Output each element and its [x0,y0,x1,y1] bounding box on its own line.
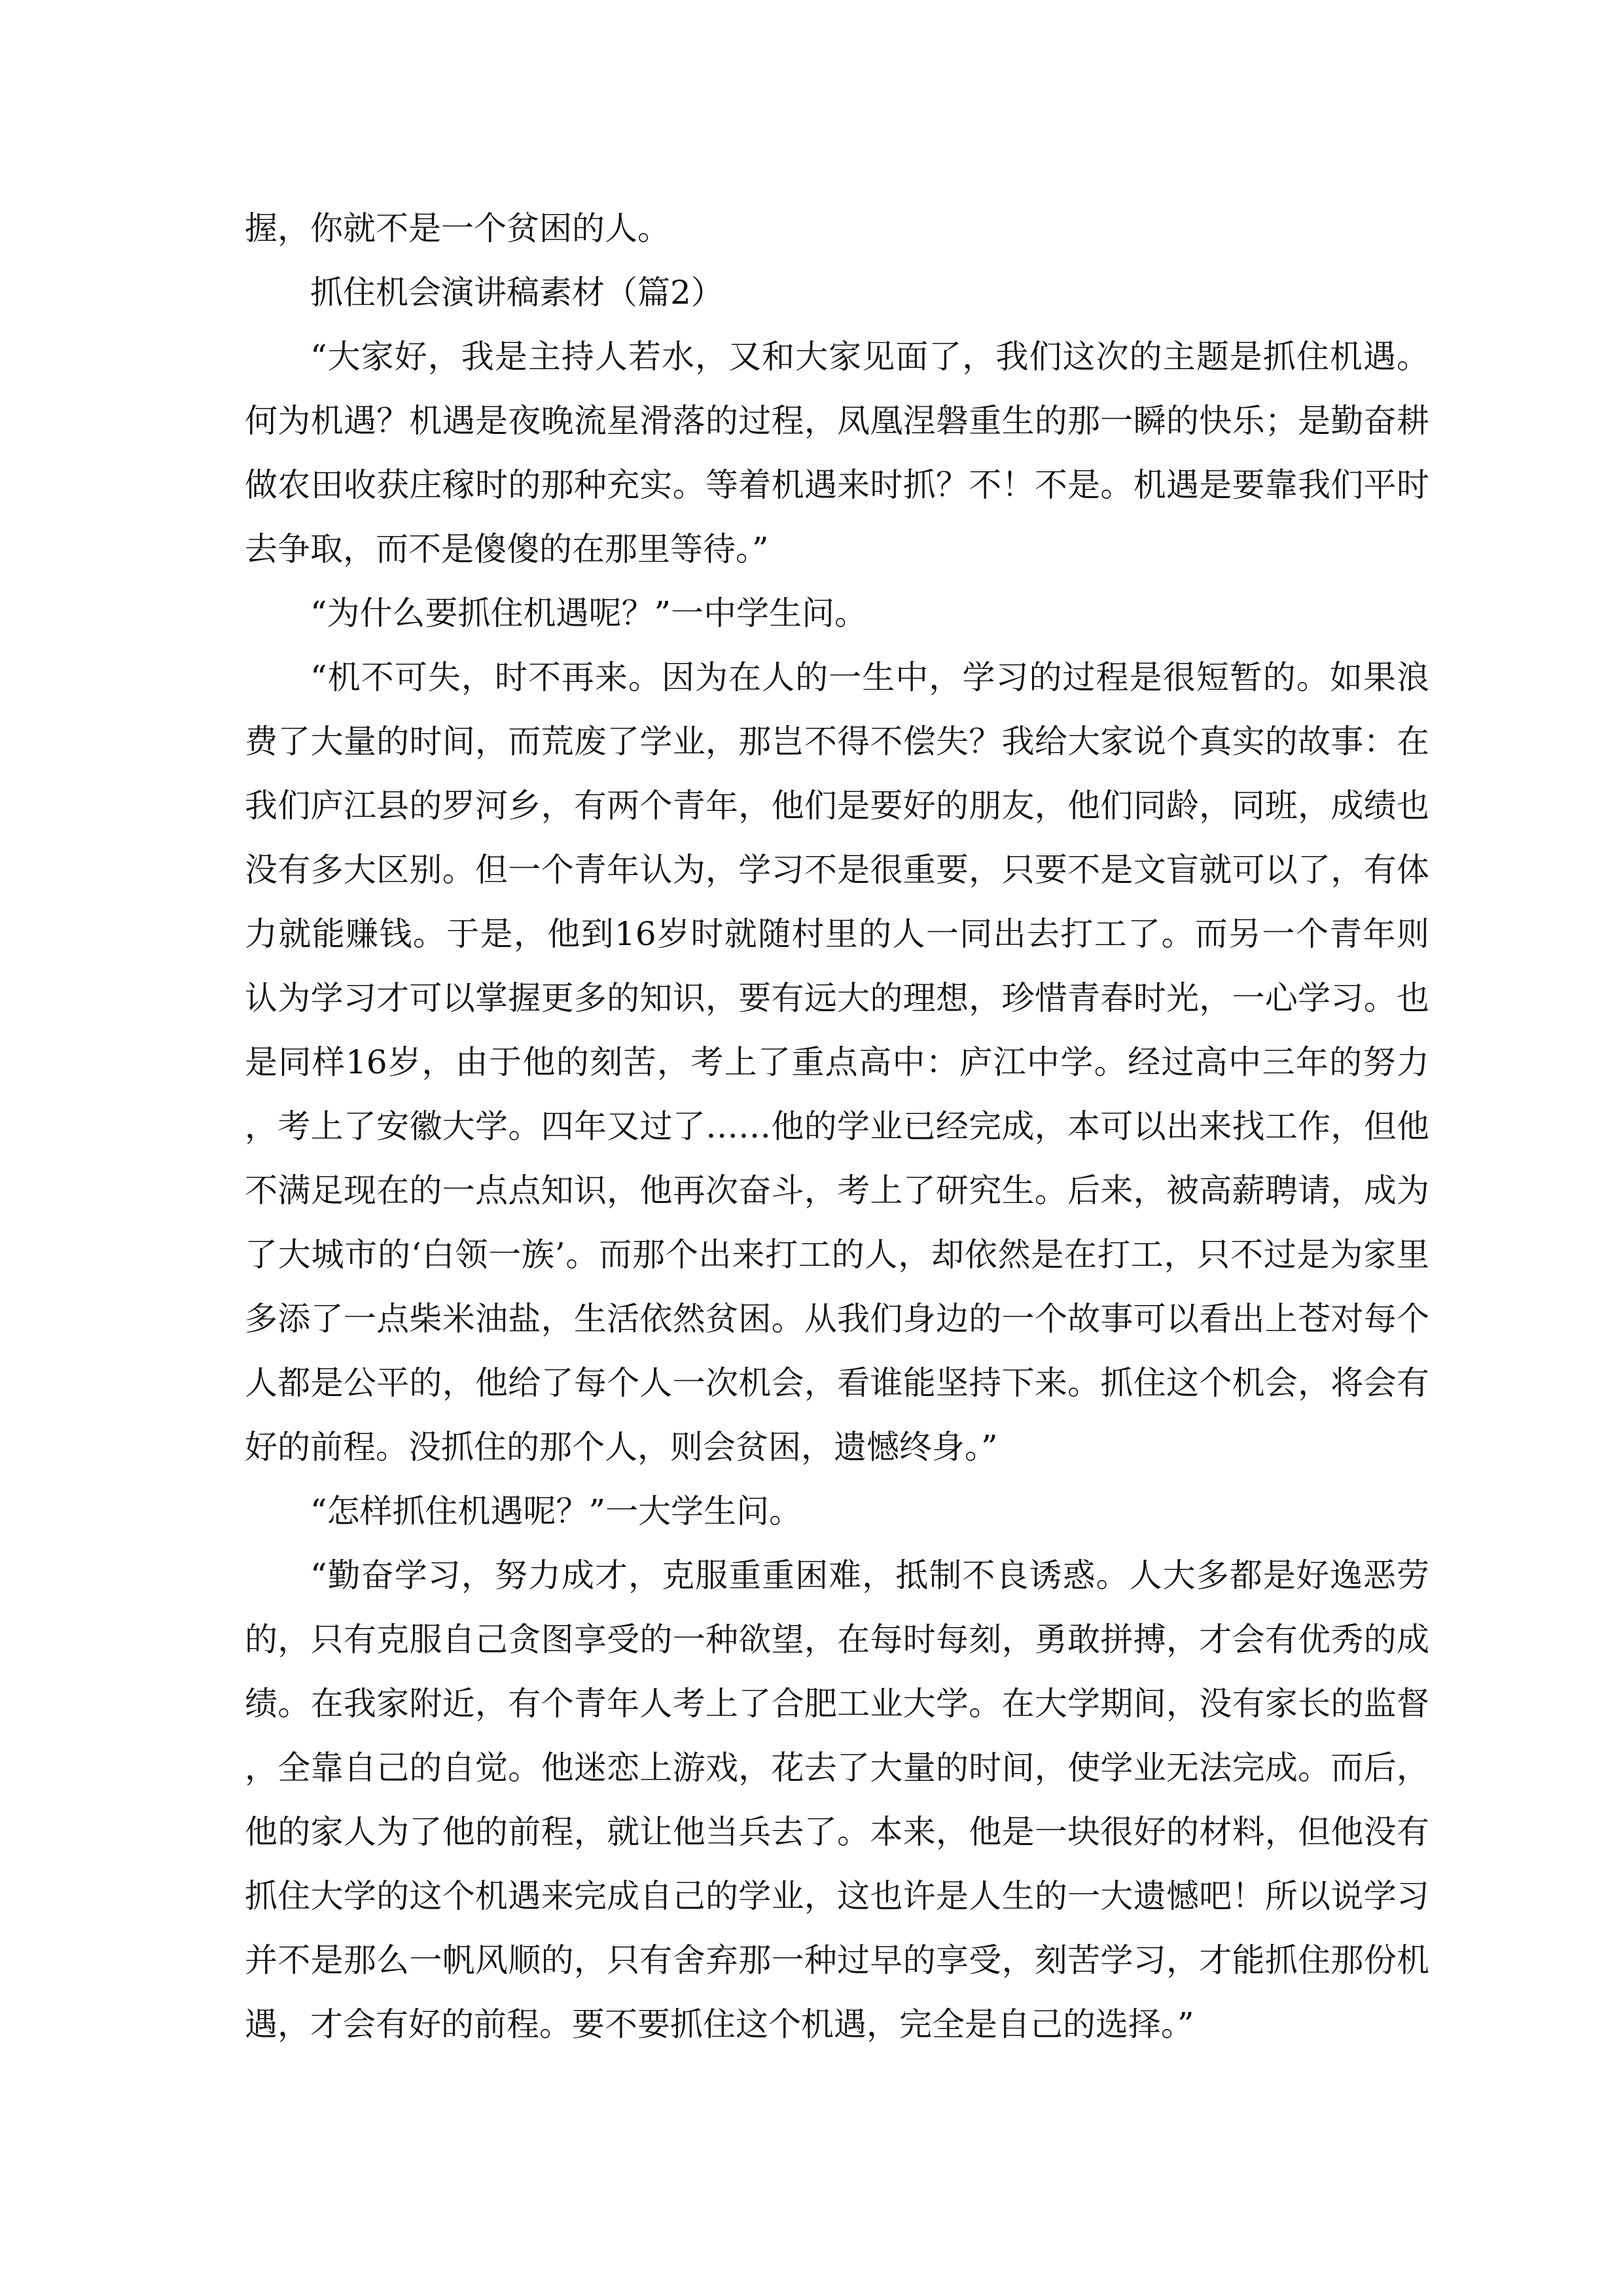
paragraph-answer-how: “勤奋学习，努力成才，克服重重困难，抵制不良诱惑。人大多都是好逸恶劳的，只有克服自己贪图享受的一种欲望，在每时每刻，勇敢拼搏，才会有优秀的成绩。在我家附近，有个青年人考上了合肥工业大学。在大学期间，没有家长的监督，全靠自己的自觉。他迷恋上游戏，花去了大量的时间，使学业无法完成。而后，他的家人为了他的前程，就让他当兵去了。本来，他是一块很好的材料，但他没有抓住大学的这个机遇来完成自己的学业，这也许是人生的一大遗憾吧！所以说学习并不是那么一帆风顺的，只有舍弃那一种过早的享受，刻苦学习，才能抓住那份机遇，才会有好的前程。要不要抓住这个机遇，完全是自己的选择。” [245,1556,1429,2043]
paragraph-question-how: “怎样抓住机遇呢？”一大学生问。 [310,1492,802,1530]
lead-line: 握，你就不是一个贫困的人。 [245,209,670,247]
paragraph-question-why: “为什么要抓住机遇呢？”一中学生问。 [310,594,868,632]
section-heading: 抓住机会演讲稿素材（篇2） [310,274,724,312]
paragraph-answer-why: “机不可失，时不再来。因为在人的一生中，学习的过程是很短暂的。如果浪费了大量的时间，而荒废了学业，那岂不得不偿失？我给大家说个真实的故事：在我们庐江县的罗河乡，有两个青年，他们是要好的朋友，他们同龄，同班，成绩也没有多大区别。但一个青年认为，学习不是很重要，只要不是文盲就可以了，有体力就能赚钱。于是，他到16岁时就随村里的人一同出去打工了。而另一个青年则认为学习才可以掌握更多的知识，要有远大的理想，珍惜青春时光，一心学习。也是同样16岁，由于他的刻苦，考上了重点高中：庐江中学。经过高中三年的努力，考上了安徽大学。四年又过了……他的学业已经完成，本可以出来找工作，但他不满足现在的一点点知识，他再次奋斗，考上了研究生。后来，被高薪聘请，成为了大城市的‘白领一族’。而那个出来打工的人，却依然是在打工，只不过是为家里多添了一点柴米油盐，生活依然贫困。从我们身边的一个故事可以看出上苍对每个人都是公平的，他给了每个人一次机会，看谁能坚持下来。抓住这个机会，将会有好的前程。没抓住的那个人，则会贫困，遗憾终身。” [245,658,1429,1466]
document-body [245,196,1429,2056]
paragraph-host-intro: “大家好，我是主持人若水，又和大家见面了，我们这次的主题是抓住机遇。何为机遇？机遇是夜晚流星滑落的过程，凤凰涅磐重生的那一瞬的快乐；是勤奋耕做农田收获庄稼时的那种充实。等着机遇来时抓？不！不是。机遇是要靠我们平时去争取，而不是傻傻的在那里等待。” [245,338,1429,568]
